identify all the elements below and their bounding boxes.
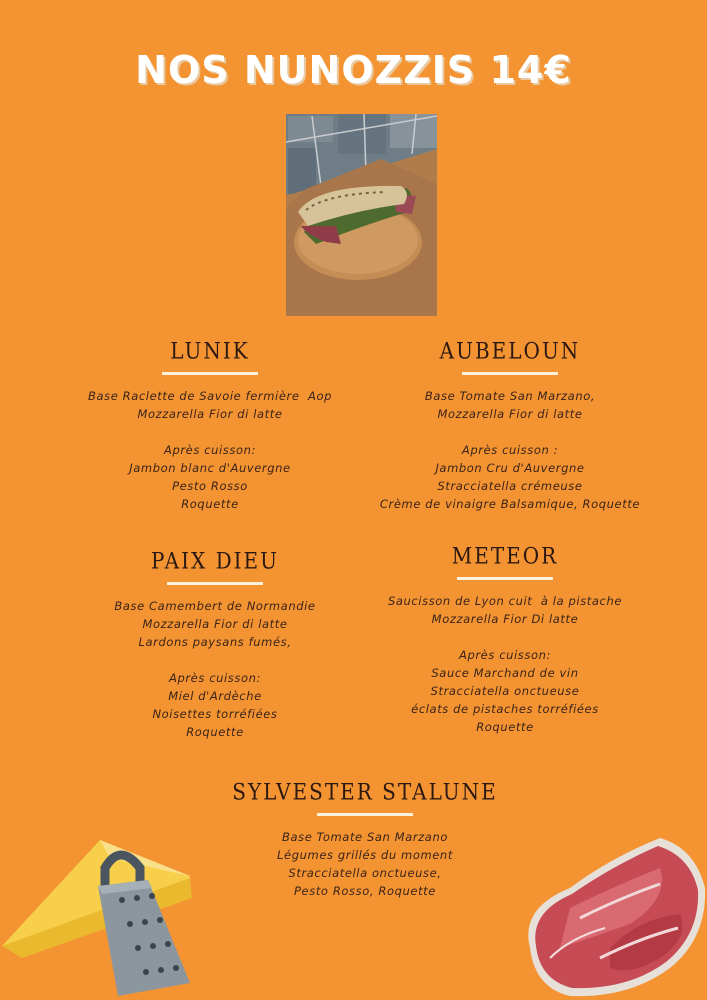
ingredient-line: Jambon Cru d'Auvergne <box>435 461 585 475</box>
ingredient-line: Jambon blanc d'Auvergne <box>129 461 291 475</box>
menu-item-meteor <box>370 543 640 736</box>
name-underline <box>317 813 413 816</box>
ingredient-line: Stracciatella onctueuse, <box>288 866 442 880</box>
ingredient-line: éclats de pistaches torréfiées <box>411 702 599 716</box>
after-cooking-label: Après cuisson: <box>163 443 256 457</box>
ingredient-line: Base Raclette de Savoie fermière Aop <box>87 389 333 403</box>
item-name: LUNIK <box>170 337 250 365</box>
item-name: METEOR <box>451 542 559 570</box>
after-cooking-label: Après cuisson: <box>168 671 261 685</box>
ingredient-line: Pesto Rosso, Roquette <box>294 884 436 898</box>
ingredient-line: Stracciatella onctueuse <box>430 684 580 698</box>
cured-ham-icon <box>510 828 707 1000</box>
ingredients <box>213 828 517 900</box>
ingredient-line: Pesto Rosso <box>172 479 248 493</box>
ingredient-line: Roquette <box>181 497 239 511</box>
ingredients <box>70 387 350 513</box>
name-underline <box>457 577 553 580</box>
page-title: NOS NUNOZZIS 14€ <box>135 48 572 92</box>
ingredient-line: Saucisson de Lyon cuit à la pistache <box>387 594 623 608</box>
ingredient-line: Légumes grillés du moment <box>277 848 453 862</box>
ingredient-line: Mozzarella Fior di latte <box>142 617 288 631</box>
ingredients <box>360 387 660 513</box>
ingredient-line: Mozzarella Fior Di latte <box>431 612 579 626</box>
item-name: PAIX DIEU <box>151 547 279 575</box>
ingredient-line: Sauce Marchand de vin <box>431 666 579 680</box>
after-cooking-label: Après cuisson: <box>458 648 551 662</box>
name-underline <box>167 582 263 585</box>
ingredient-line: Mozzarella Fior di latte <box>437 407 583 421</box>
menu-item-sylvester-stalune <box>213 779 517 900</box>
menu-item-lunik <box>70 338 350 513</box>
menu-item-aubeloun <box>360 338 660 513</box>
after-cooking-label: Après cuisson : <box>461 443 559 457</box>
nunozzi-photo <box>286 114 437 316</box>
ingredient-line: Roquette <box>476 720 534 734</box>
item-name: AUBELOUN <box>439 337 581 365</box>
ingredients <box>370 592 640 736</box>
ingredient-line: Base Tomate San Marzano, <box>424 389 596 403</box>
ingredient-line: Roquette <box>186 725 244 739</box>
item-name: SYLVESTER STALUNE <box>232 778 498 806</box>
name-underline <box>162 372 258 375</box>
ingredient-line: Base Camembert de Normandie <box>114 599 316 613</box>
ingredient-line: Mozzarella Fior di latte <box>137 407 283 421</box>
ingredient-line: Stracciatella crémeuse <box>437 479 583 493</box>
name-underline <box>462 372 558 375</box>
ingredient-line: Lardons paysans fumés, <box>138 635 292 649</box>
ingredient-line: Crème de vinaigre Balsamique, Roquette <box>379 497 641 511</box>
ingredient-line: Base Tomate San Marzano <box>282 830 448 844</box>
cheese-and-grater-icon <box>0 828 220 1000</box>
ingredients <box>80 597 350 741</box>
menu-item-paix-dieu <box>80 548 350 741</box>
ingredient-line: Noisettes torréfiées <box>152 707 278 721</box>
ingredient-line: Miel d'Ardèche <box>168 689 262 703</box>
